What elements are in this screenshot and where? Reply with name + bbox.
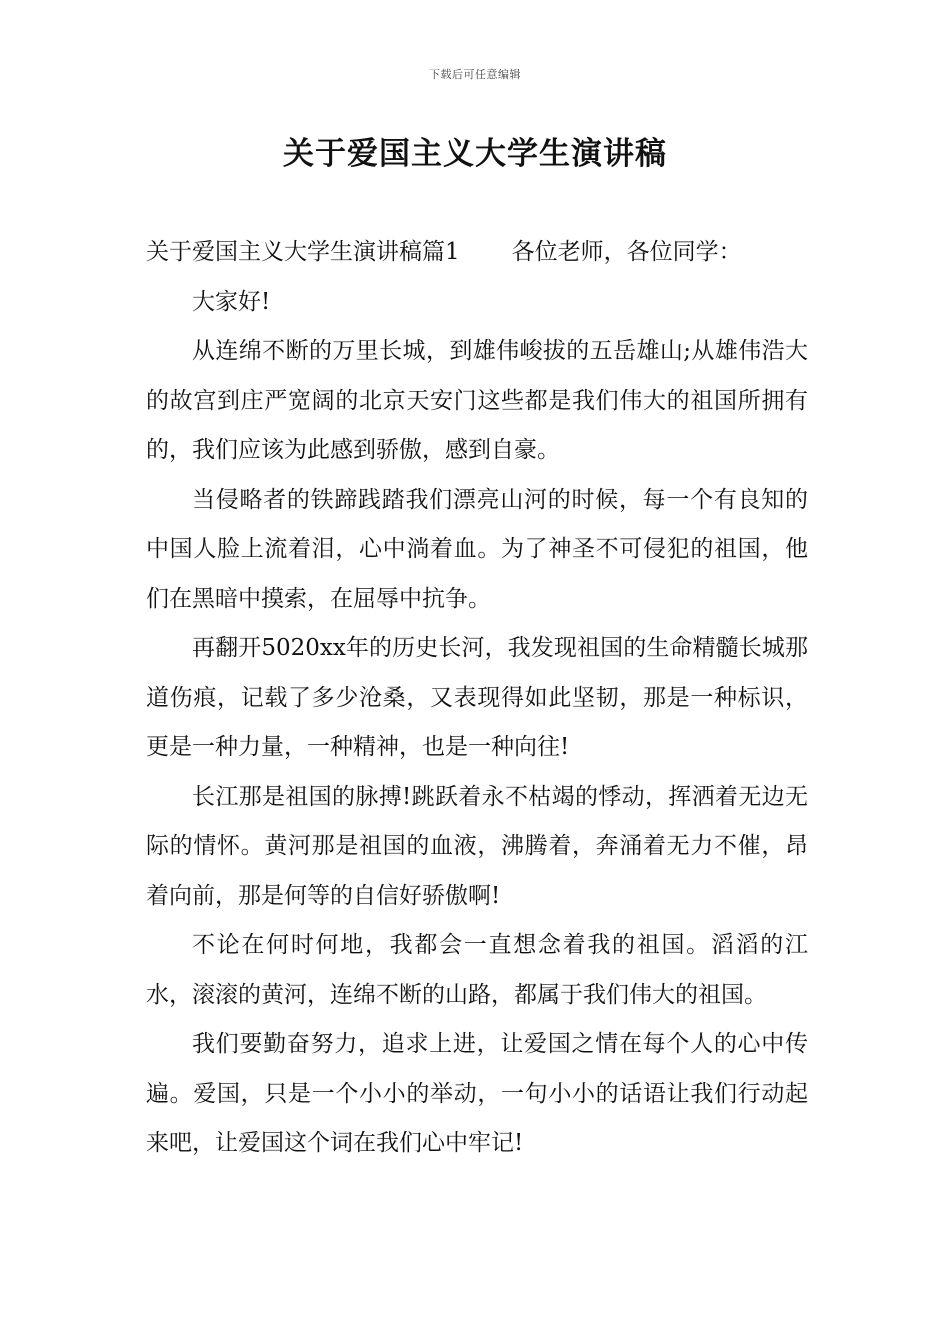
paragraph-3: 再翻开5020xx年的历史长河，我发现祖国的生命精髓长城那道伤痕，记载了多少沧桑，又表现得如此坚韧，那是一种标识，更是一种力量，一种精神，也是一种向往! — [146, 635, 808, 760]
paragraph-2: 当侵略者的铁蹄践踏我们漂亮山河的时候，每一个有良知的中国人脸上流着泪，心中淌着血。为了神圣不可侵犯的祖国，他们在黑暗中摸索，在屈辱中抗争。 — [146, 486, 808, 612]
paragraph-5: 不论在何时何地，我都会一直想念着我的祖国。滔滔的江水，滚滚的黄河，连绵不断的山路，都属于我们伟大的祖国。 — [146, 932, 808, 1008]
section-heading-line — [146, 228, 808, 278]
salutation: 各位老师，各位同学： — [511, 239, 742, 265]
paragraph-6: 我们要勤奋努力，追求上进，让爱国之情在每个人的心中传遍。爱国，只是一个小小的举动，一句小小的话语让我们行动起来吧，让爱国这个词在我们心中牢记! — [146, 1031, 808, 1156]
section-heading: 关于爱国主义大学生演讲稿篇1 — [146, 239, 460, 265]
paragraph-4: 长江那是祖国的脉搏!跳跃着永不枯竭的悸动，挥洒着无边无际的情怀。黄河那是祖国的血液，沸腾着，奔涌着无力不催，昂着向前，那是何等的自信好骄傲啊! — [146, 783, 808, 909]
document-body — [146, 228, 808, 1169]
paragraph-greeting: 大家好! — [192, 288, 271, 315]
page-title: 关于爱国主义大学生演讲稿 — [283, 136, 667, 172]
paragraph-1: 从连绵不断的万里长城，到雄伟峻拔的五岳雄山;从雄伟浩大的故宫到庄严宽阔的北京天安门这些都是我们伟大的祖国所拥有的，我们应该为此感到骄傲，感到自豪。 — [146, 338, 808, 463]
header-note: 下载后可任意编辑 — [429, 68, 521, 81]
